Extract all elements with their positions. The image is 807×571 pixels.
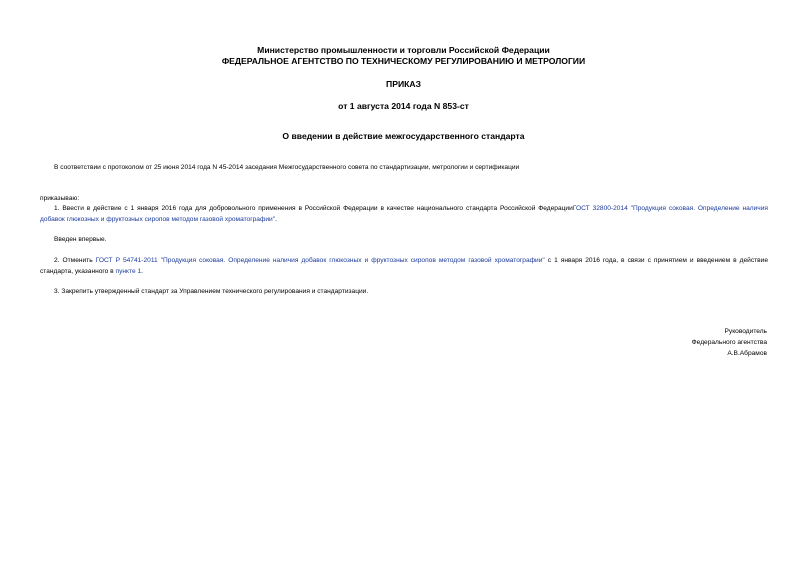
- ministry-name: Министерство промышленности и торговли Российской Федерации: [257, 45, 550, 55]
- signature-agency: Федерального агентства: [691, 339, 767, 346]
- agency-name: ФЕДЕРАЛЬНОЕ АГЕНТСТВО ПО ТЕХНИЧЕСКОМУ РЕГУЛИРОВАНИЮ И МЕТРОЛОГИИ: [221, 56, 586, 66]
- document-subject: О введении в действие межгосударственного стандарта: [282, 131, 525, 141]
- gost-r-54741-2011-link[interactable]: ГОСТ Р 54741-2011 "Продукция соковая. Определение наличия добавок глюкозных и фруктозных сиропов методом газовой хроматографии": [95, 257, 545, 264]
- item-1-paragraph: [40, 203, 768, 225]
- item-2-paragraph: [40, 255, 768, 277]
- item-2-end: .: [141, 268, 143, 275]
- signature-position: Руководитель: [724, 328, 767, 335]
- item-3-paragraph: 3. Закрепить утвержденный стандарт за Управлением технического регулирования и стандартизации.: [54, 288, 369, 295]
- document-date-number: от 1 августа 2014 года N 853-ст: [338, 101, 469, 111]
- signature-name: А.В.Абрамов: [727, 350, 767, 357]
- item-2-text-middle: с 1 января 2016 года, в связи с принятием и введением в действие стандарта, указанного в: [40, 257, 769, 275]
- item-1-text: 1. Ввести в действие с 1 января 2016 года для добровольного применения в Российской Федерации в качестве национального стандарта Российской Федерации: [54, 205, 573, 212]
- order-word: приказываю:: [40, 195, 80, 202]
- preamble-paragraph: В соответствии с протоколом от 25 июня 2014 года N 45-2014 заседания Межгосударственного совета по стандартизации, метрологии и сертификации: [54, 164, 520, 171]
- document-type: ПРИКАЗ: [386, 79, 421, 89]
- item-1-end: .: [275, 216, 277, 223]
- item-2-text-start: 2. Отменить: [54, 257, 96, 264]
- introduced-first-note: Введен впервые.: [54, 236, 107, 243]
- item-1-reference-link[interactable]: пункте 1: [115, 268, 142, 275]
- gost-32800-2014-link[interactable]: ГОСТ 32800-2014 "Продукция соковая. Определение наличия добавок глюкозных и фруктозных сиропов методом газовой хроматографии": [40, 205, 768, 223]
